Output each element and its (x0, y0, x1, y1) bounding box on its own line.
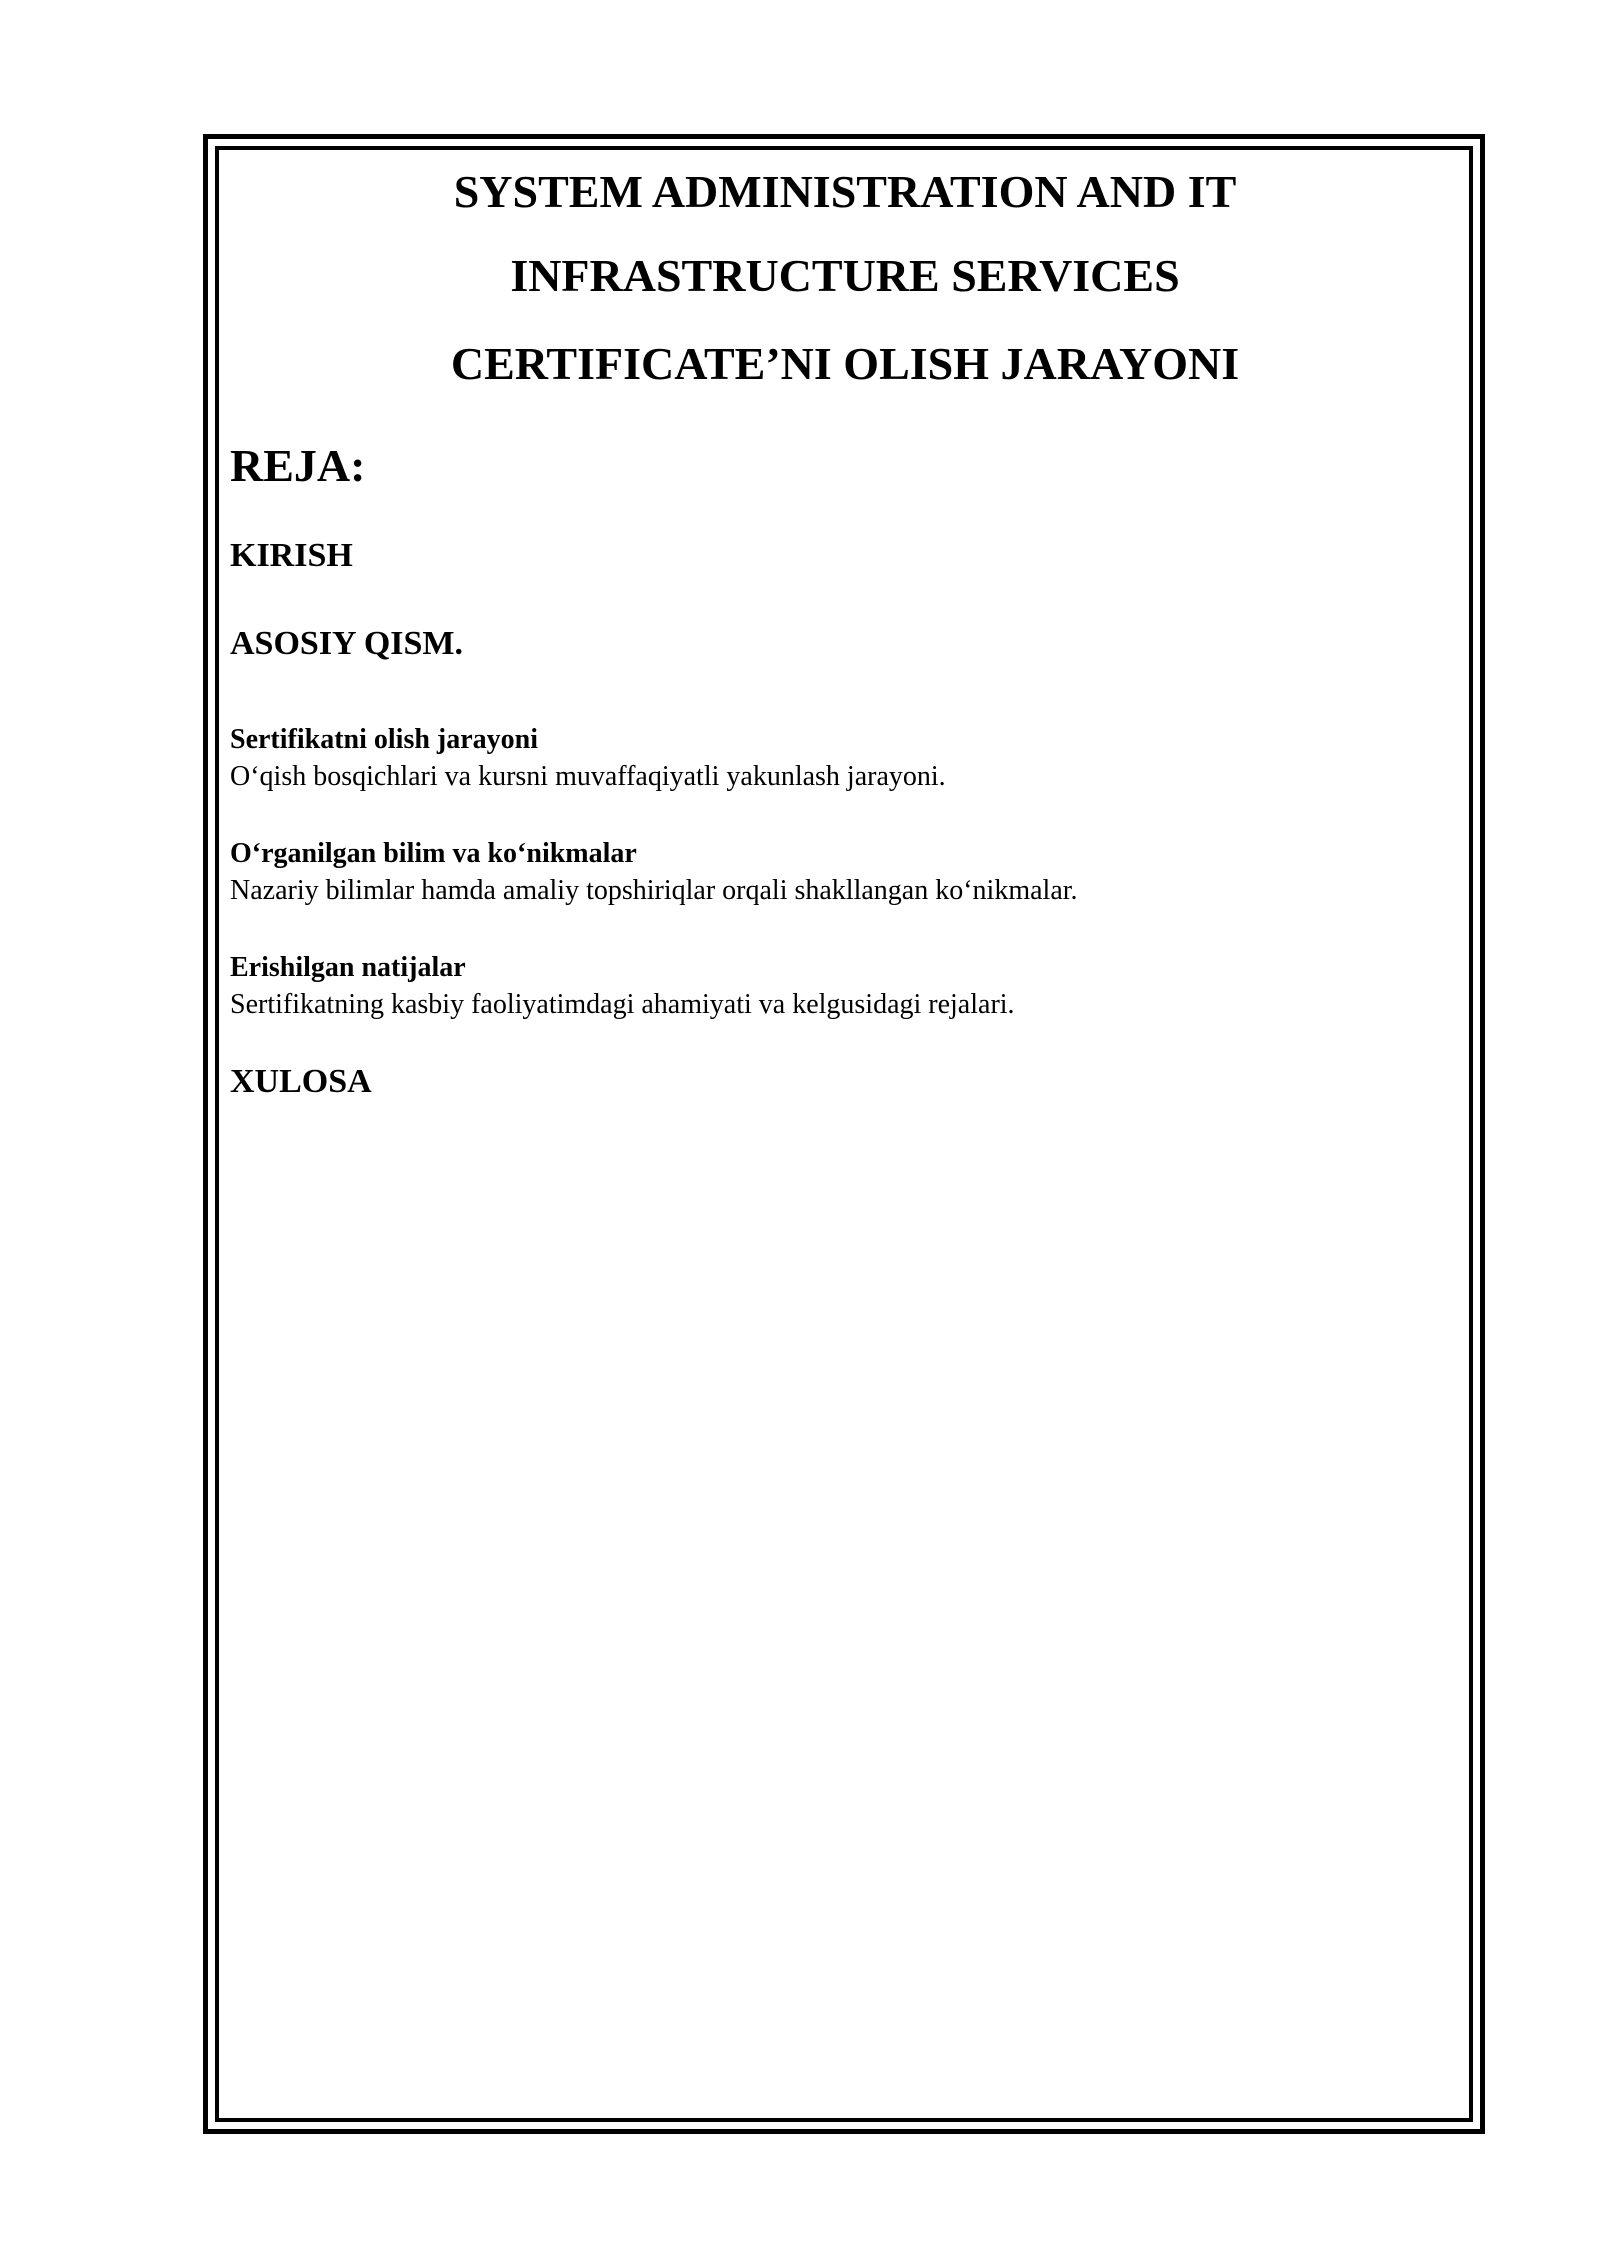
plan-item-description: O‘qish bosqichlari va kursni muvaffaqiyatli yakunlash jarayoni. (230, 761, 946, 792)
title-line-2: INFRASTRUCTURE SERVICES (510, 250, 1180, 301)
plan-item-title: Erishilgan natijalar (230, 952, 466, 983)
conclusion-heading: XULOSA (230, 1063, 372, 1100)
document-title (230, 150, 1460, 318)
plan-item-description: Nazariy bilimlar hamda amaliy topshiriqlar orqali shakllangan ko‘nikmalar. (230, 875, 1078, 906)
title-line-1: SYSTEM ADMINISTRATION AND IT (453, 166, 1237, 217)
plan-item (230, 950, 1460, 1024)
document-subtitle: CERTIFICATE’NI OLISH JARAYONI (450, 338, 1240, 389)
plan-item-title: Sertifikatni olish jarayoni (230, 724, 539, 755)
document-body (230, 150, 1460, 1104)
plan-heading: REJA: (230, 440, 366, 491)
plan-item-title: O‘rganilgan bilim va ko‘nikmalar (230, 838, 637, 869)
plan-item (230, 722, 1460, 796)
intro-heading: KIRISH (230, 537, 353, 574)
main-part-heading: ASOSIY QISM. (230, 625, 464, 662)
plan-item (230, 836, 1460, 910)
plan-item-description: Sertifikatning kasbiy faoliyatimdagi ahamiyati va kelgusidagi rejalari. (230, 989, 1015, 1020)
